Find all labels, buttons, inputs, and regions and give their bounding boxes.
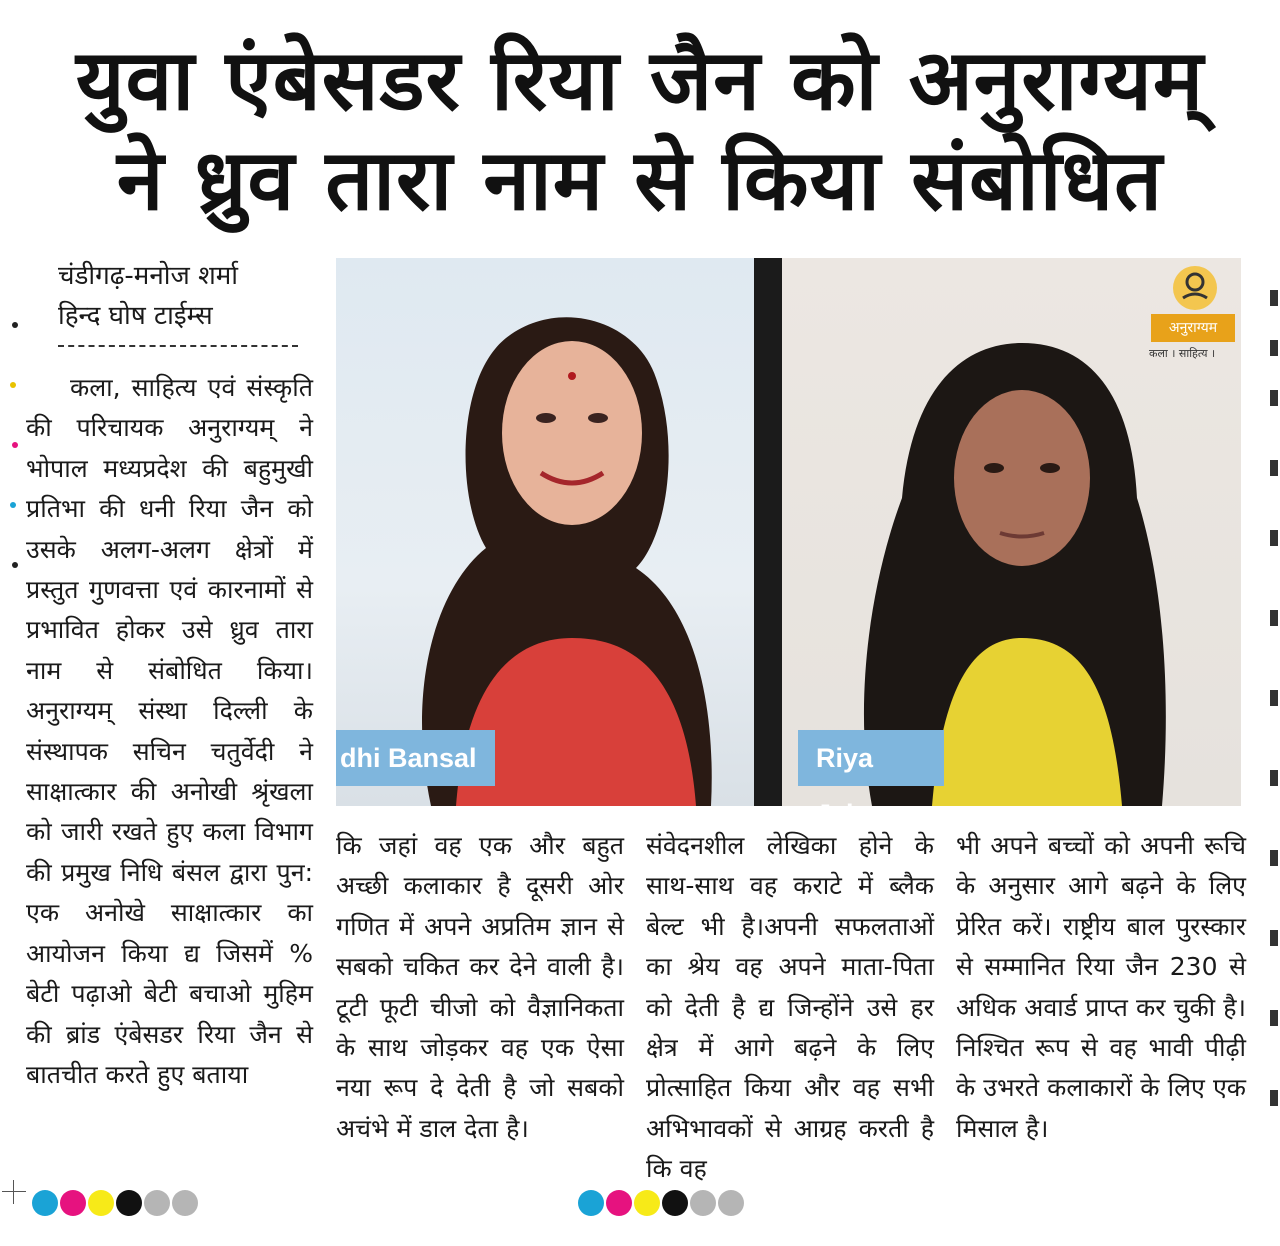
article-column-3: संवेदनशील लेखिका होने के साथ-साथ वह कराटे में ब्लैक बेल्ट भी है।अपनी सफलताओं का श्रेय वह अपने माता-पिता को देती है द्य जिन्होंने उसे हर क्षेत्र में आगे बढ़ने के लिए प्रोत्साहित किया और वह सभी अभिभावकों से आग्रह करती है कि वह [646,831,934,1184]
headline-line-1: युवा एंबेसडर रिया जैन को अनुराग्यम् [75,31,1205,129]
column-1-text: कला, साहित्य एवं संस्कृति की परिचायक अनुराग्यम् ने भोपाल मध्यप्रदेश की बहुमुखी प्रतिभा की धनी रिया जैन को उसके अलग-अलग क्षेत्रों में प्रस्तुत गुणवत्ता एवं कारनामों से प्रभावित होकर उसे ध्रुव तारा नाम से संबोधित किया। अनुराग्यम् संस्था दिल्ली के संस्थापक सचिन चतुर्वेदी ने साक्षात्कार की अनोखी श्रृंखला को जारी रखते हुए कला विभाग की प्रमुख निधि बंसल द्वारा पुन: एक अनोखे साक्षात्कार का आयोजन किया द्य जिसमें % बेटी पढ़ाओ बेटी बचाओ मुहिम की ब्रांड एंबेसडर रिया जैन से बातचीत करते हुए बताया [26,373,313,1089]
byline-divider [58,345,298,347]
video-divider [754,258,782,806]
yellow-dot [88,1190,114,1216]
byline-publication: हिन्द घोष टाईम्स [58,301,213,331]
black-dot [116,1190,142,1216]
logo-text: अनुराग्यम [1151,314,1235,342]
headline [0,30,1280,230]
margin-dot [12,562,18,568]
article-column-4: भी अपने बच्चों को अपनी रूचि के अनुसार आगे बढ़ने के लिए प्रेरित करें। राष्ट्रीय बाल पुरस्कार से सम्मानित रिया जैन 230 से अधिक अवार्ड प्राप्त कर चुकी है। निश्चित रूप से वह भावी पीढ़ी के उभरते कलाकारों के लिए एक मिसाल है। [956,831,1246,1143]
cyan-dot [32,1190,58,1216]
yellow-dot [634,1190,660,1216]
cyan-dot [578,1190,604,1216]
lotus-icon [1135,264,1235,314]
byline-place-author: चंडीगढ़-मनोज शर्मा [58,261,239,291]
adjacent-column-cut-edge [1266,280,1280,1160]
anuragyam-logo [1135,264,1235,364]
margin-dot [12,442,18,448]
byline [58,256,238,336]
headline-line-2: ने ध्रुव तारा नाम से किया संबोधित [116,131,1164,229]
gray-dot [690,1190,716,1216]
magenta-dot [60,1190,86,1216]
magenta-dot [606,1190,632,1216]
margin-dot [10,502,16,508]
margin-dot [10,382,16,388]
registration-mark [2,1180,26,1204]
article-column-1 [26,368,313,1095]
name-tag-right: Riya Jain [798,730,944,786]
article-column-2: कि जहां वह एक और बहुत अच्छी कलाकार है दूसरी ओर गणित में अपने अप्रतिम ज्ञान से सबको चकित कर देने वाली है। टूटी फूटी चीजो को वैज्ञानिकता के साथ जोड़कर वह एक ऐसा नया रूप दे देती है जो सबको अचंभे में डाल देता है। [336,831,624,1143]
color-bar-center [578,1190,744,1216]
interview-photo [336,258,1241,829]
video-panel-left [336,258,754,806]
woman-portrait-left [336,258,754,806]
gray-dot [172,1190,198,1216]
name-tag-left: dhi Bansal [336,730,495,786]
gray-dot [718,1190,744,1216]
black-dot [662,1190,688,1216]
logo-subtext: कला । साहित्य । [1149,347,1216,360]
video-panel-right [782,258,1241,829]
color-bar-left [32,1190,198,1216]
margin-dot [12,322,18,328]
top-cut-text [0,0,1280,10]
gray-dot [144,1190,170,1216]
